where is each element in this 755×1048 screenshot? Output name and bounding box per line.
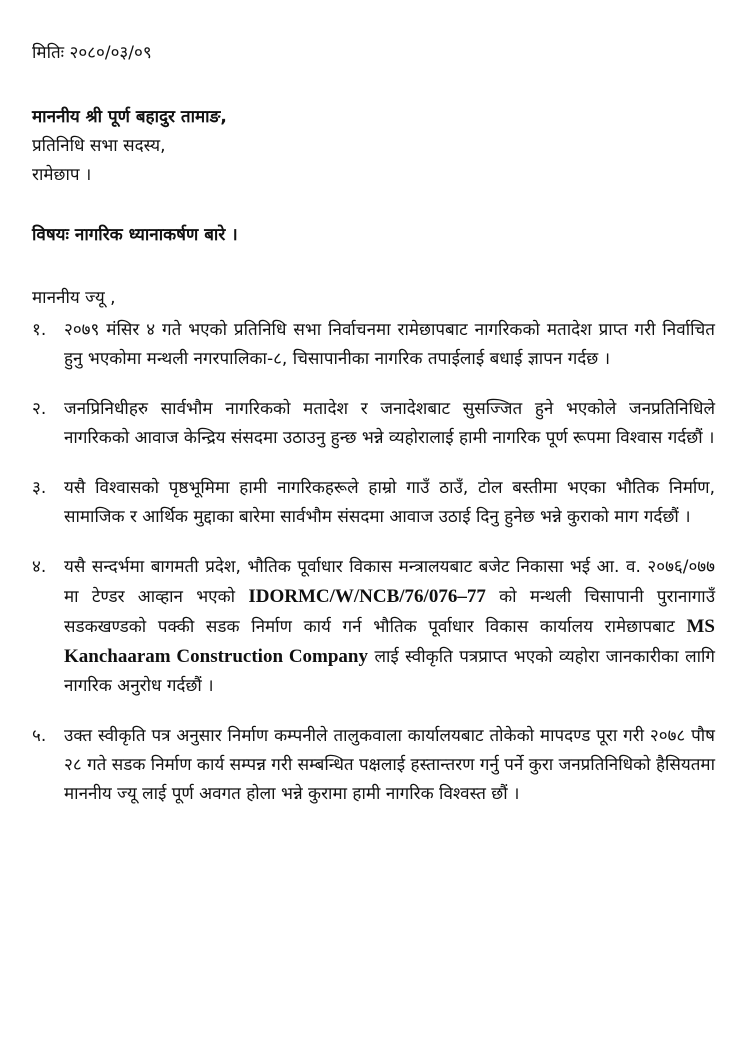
recipient-name: माननीय श्री पूर्ण बहादुर तामाङ, [32,107,227,127]
recipient-place: रामेछाप । [32,165,92,185]
list-item [32,395,715,453]
list-item [32,722,715,809]
item-text: २०७९ मंसिर ४ गते भएको प्रतिनिधि सभा निर्वाचनमा रामेछापबाट नागरिकको मतादेश प्राप्त गरी निर्वाचित हुनु भएकोमा मन्थली नगरपालिका-८, चिसापानीका नागरिक तपाईलाई बधाई ज्ञापन गर्दछ । [64,320,715,369]
item-text: उक्त स्वीकृति पत्र अनुसार निर्माण कम्पनीले तालुकवाला कार्यालयबाट तोकेको मापदण्ड पूरा गरी २०७८ पौष २८ गते सडक निर्माण कार्य सम्पन्न गरी सम्बन्धित पक्षलाई हस्तान्तरण गर्नु पर्ने कुरा जनप्रतिनिधिको हैसियतमा माननीय ज्यू लाई पूर्ण अवगत होला भन्ने कुरामा हामी नागरिक विश्वस्त छौं । [64,726,715,804]
item-text [64,553,715,701]
salutation: माननीय ज्यू , [32,288,116,308]
list-item [32,553,715,701]
item-text-part: लाई स्वीकृति पत्रप्राप्त भएको व्यहोरा जानकारीका लागि नागरिक अनुरोध गर्दछौं । [64,647,715,696]
item-number: १. [32,320,47,340]
item-number: ५. [32,726,47,746]
letter-date: मितिः २०८०/०३/०९ [32,43,152,63]
letter-subject: विषयः नागरिक ध्यानाकर्षण बारे । [32,225,238,245]
item-number: २. [32,399,47,419]
item-text: यसै विश्वासको पृष्ठभूमिमा हामी नागरिकहरूले हाम्रो गाउँ ठाउँ, टोल बस्तीमा भएका भौतिक निर्माण, सामाजिक र आर्थिक मुद्दाका बारेमा सार्वभौम संसदमा आवाज उठाई दिनु हुनेछ भन्ने कुराको माग गर्दछौं । [64,478,715,527]
item-number: ४. [32,557,47,577]
item-text-part: को मन्थली चिसापानी पुरानागाउँ सडकखण्डको पक्की सडक निर्माण कार्य गर्न भौतिक पूर्वाधार विकास कार्यालय रामेछापबाट [64,587,716,637]
item-number: ३. [32,478,47,498]
item-text: जनप्रिनिधीहरु सार्वभौम नागरिकको मतादेश र जनादेशबाट सुसज्जित हुने भएकोले जनप्रतिनिधिले नागरिकको आवाज केन्द्रिय संसदमा उठाउनु हुन्छ भन्ने व्यहोरालाई हामी नागरिक पूर्ण रूपमा विश्वास गर्दछौं । [64,399,715,448]
item-text-part: यसै सन्दर्भमा बागमती प्रदेश, भौतिक पूर्वाधार विकास मन्त्रालयबाट बजेट निकासा भई आ. व. २०७६/०७७ मा टेण्डर आव्हान भएको [64,557,715,607]
list-item [32,316,715,374]
company-name: MS Kanchaaram Construction Company [64,616,715,667]
list-item [32,474,715,532]
recipient-block [32,103,715,190]
recipient-title: प्रतिनिधि सभा सदस्य, [32,136,166,156]
tender-code: IDORMC/W/NCB/76/076–77 [248,586,486,607]
